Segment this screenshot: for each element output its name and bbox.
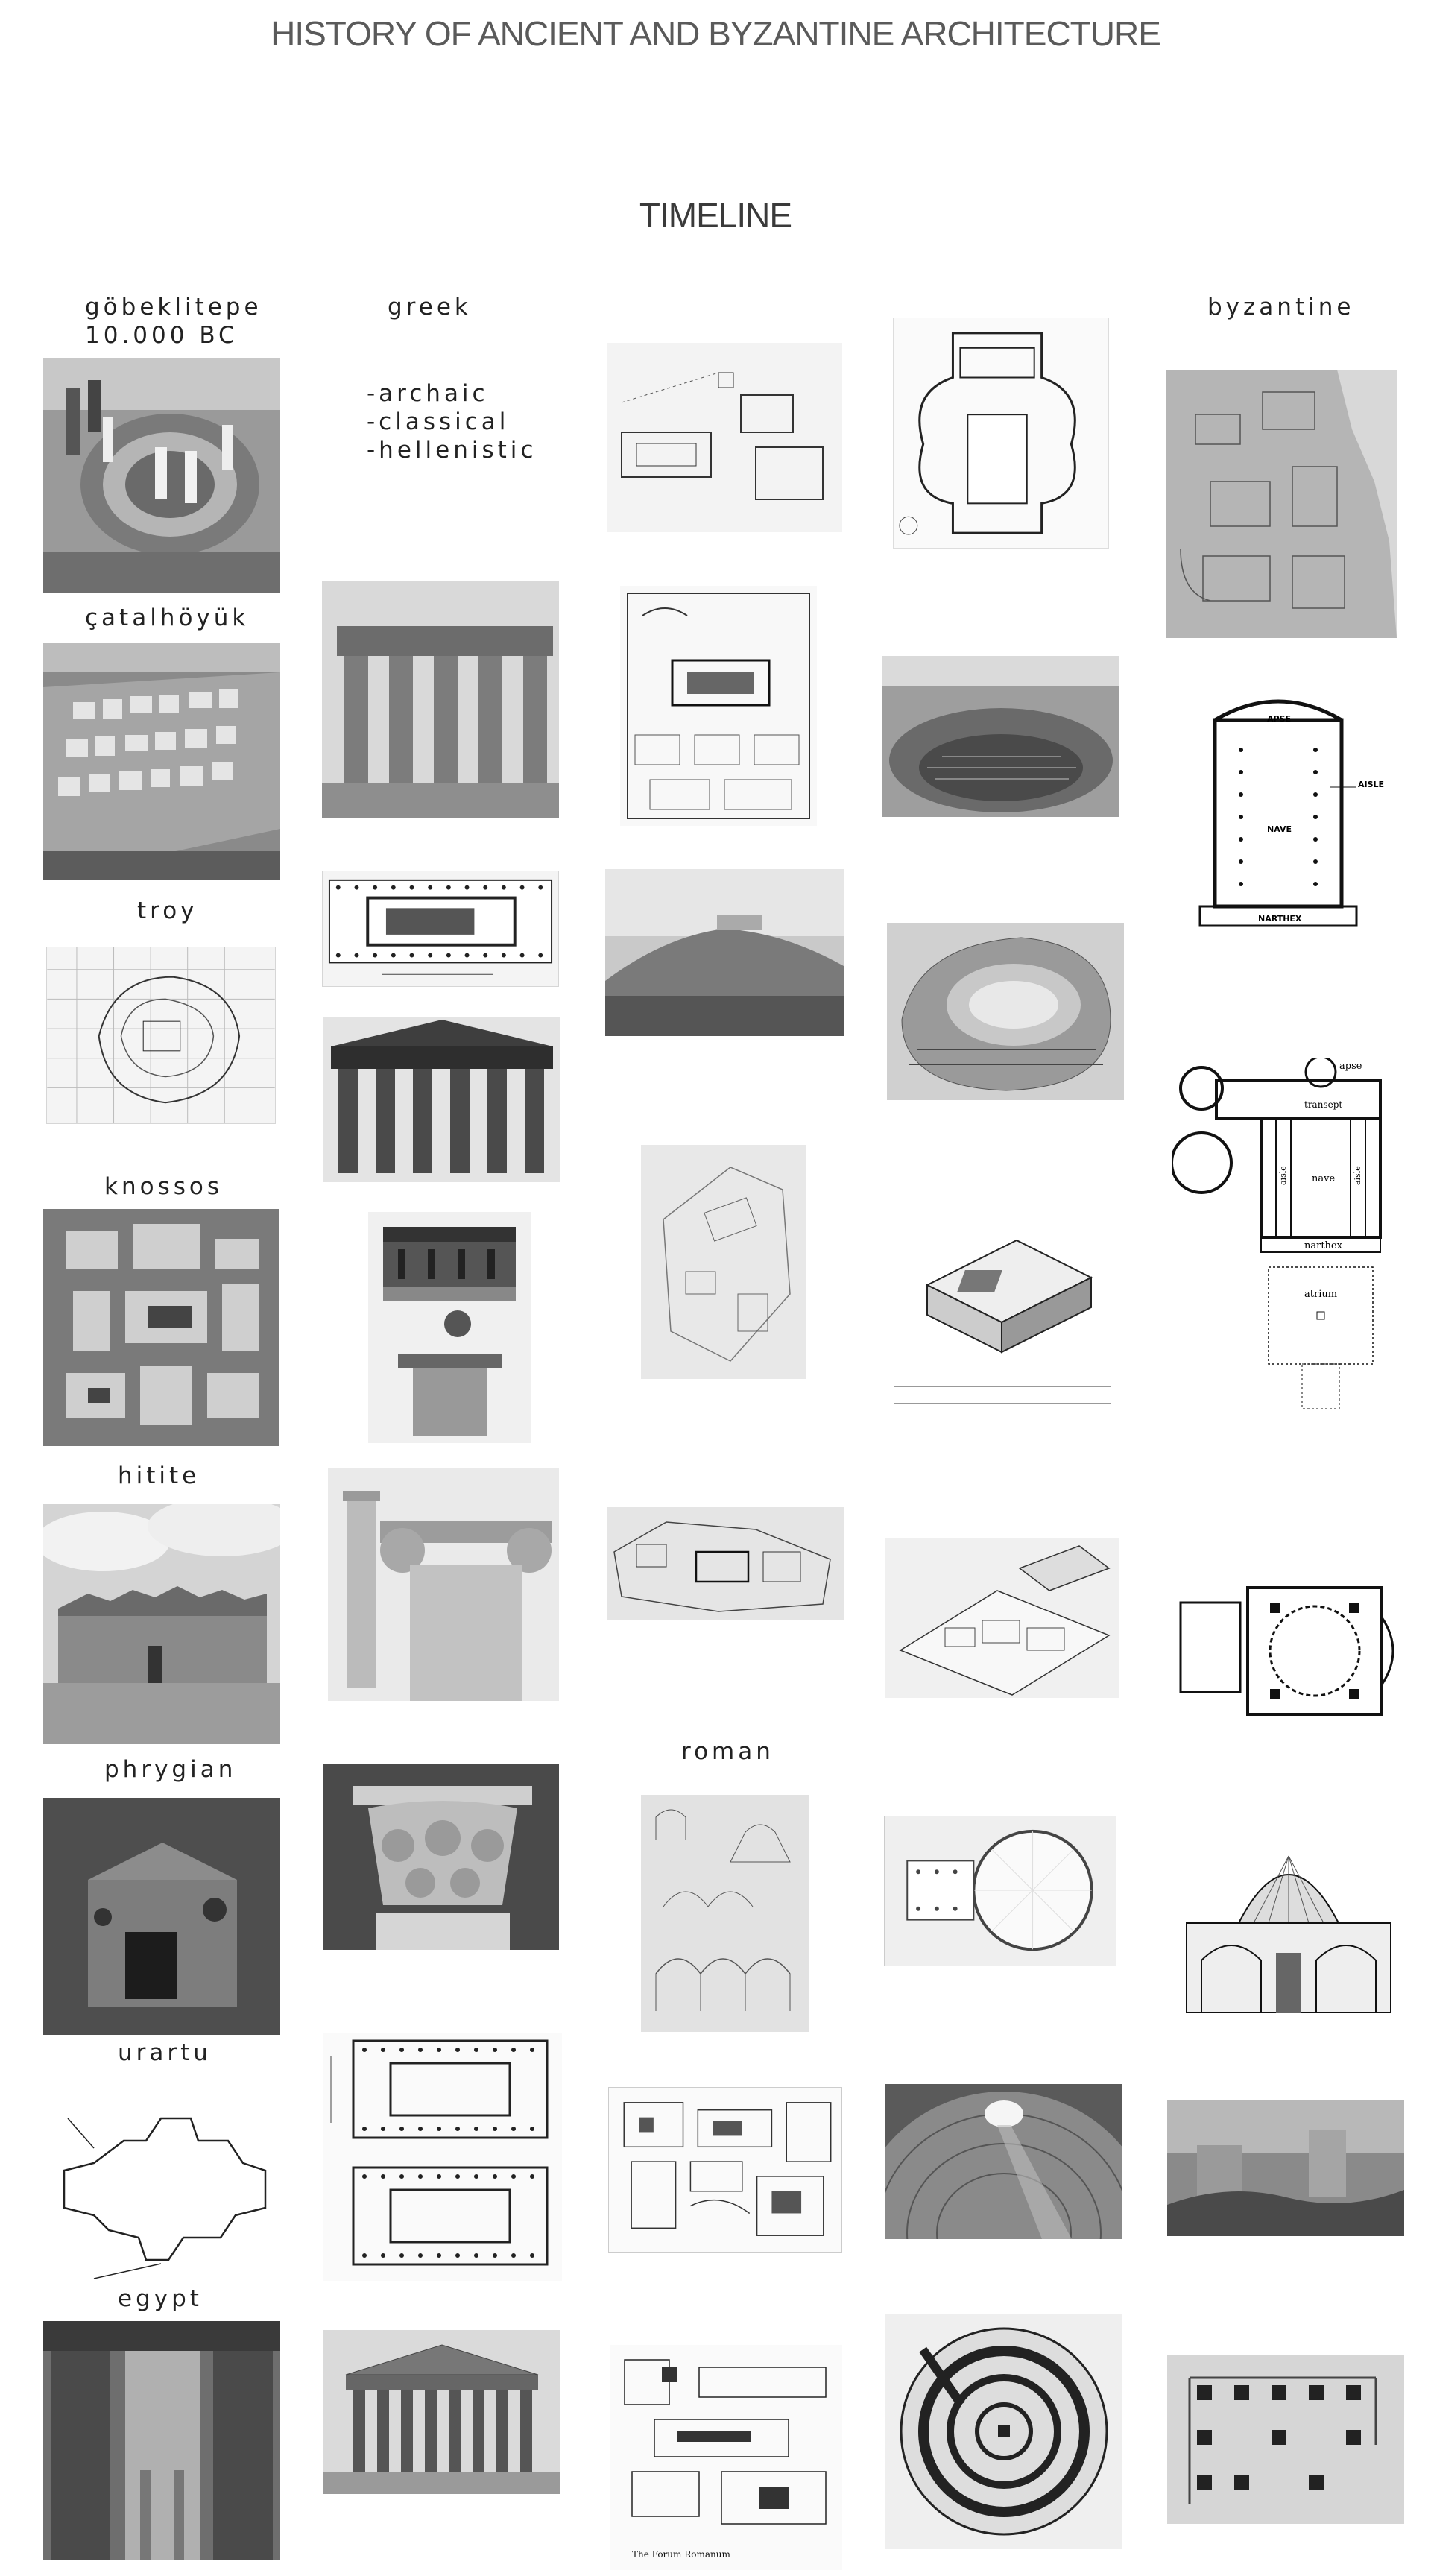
- vault-types-image: [641, 1795, 809, 2032]
- site-plan-icon: [607, 1507, 844, 1620]
- pantheon-plan-icon: [885, 1816, 1116, 1966]
- narthex-label-lower: narthex: [1304, 1240, 1342, 1251]
- urartu-image: [49, 2096, 277, 2284]
- label-archaic: -archaic: [367, 380, 489, 407]
- label-hitite: hitite: [118, 1462, 200, 1489]
- sanctuary-site-plan-icon: [607, 343, 842, 532]
- aisle-label-left: aisle: [1278, 1166, 1288, 1185]
- pantheon-dome-photo-icon: [885, 2084, 1122, 2239]
- troy-plan-icon: [47, 947, 275, 1123]
- sanctuary-site-image: [607, 343, 842, 532]
- temple-plan-icon: [323, 871, 558, 986]
- ionic-column-image: [328, 1468, 559, 1701]
- ionic-column-photo-icon: [328, 1468, 559, 1701]
- hagia-sophia-section-image: [1172, 1841, 1406, 2026]
- old-st-peters-plan-image: [1172, 1058, 1409, 1431]
- roman-house-axonometric-icon: [897, 1210, 1105, 1371]
- pantheon-plan-image: [884, 1816, 1116, 1966]
- troy-image: [46, 947, 276, 1124]
- phrygian-rock-facade-photo-icon: [43, 1798, 280, 2035]
- page-title: HISTORY OF ANCIENT AND BYZANTINE ARCHITECTURE: [271, 14, 1160, 53]
- roman-house-image: [897, 1210, 1105, 1371]
- temple-plan-image: [322, 871, 559, 987]
- hagia-sophia-section-icon: [1172, 1841, 1406, 2026]
- palace-complex-image: [885, 1538, 1119, 1698]
- roman-house-caption-lines: [894, 1386, 1111, 1408]
- knossos-photo-icon: [43, 1209, 279, 1446]
- label-hellenistic: -hellenistic: [367, 437, 537, 464]
- forum-plan-image: [893, 318, 1109, 549]
- egypt-image: [43, 2321, 280, 2560]
- egypt-columns-photo-icon: [43, 2321, 280, 2560]
- doric-temple-image: [323, 1017, 560, 1182]
- corinthian-capital-photo-icon: [323, 1764, 559, 1950]
- byzantine-city-map-icon: [1166, 370, 1397, 638]
- colosseum-interior-photo-icon: [882, 656, 1119, 817]
- vault-types-drawing-icon: [641, 1795, 809, 2032]
- label-troy: troy: [137, 897, 198, 924]
- forum-romanum-image: [610, 2345, 842, 2570]
- label-phrygian: phrygian: [104, 1756, 237, 1783]
- timeline-heading: TIMELINE: [639, 196, 792, 235]
- label-knossos: knossos: [104, 1173, 223, 1200]
- doric-order-image: [368, 1212, 531, 1443]
- agora-plan-icon: [620, 586, 817, 826]
- atrium-label: atrium: [1304, 1289, 1338, 1300]
- label-byzantine: byzantine: [1207, 294, 1355, 321]
- label-egypt: egypt: [118, 2285, 203, 2312]
- colosseum-model-icon: [887, 923, 1124, 1100]
- catalhoyuk-image: [43, 643, 280, 880]
- pantheon-dome-image: [885, 2084, 1122, 2239]
- acropolis-drawing-image: [641, 1145, 806, 1379]
- hitite-wall-photo-icon: [43, 1504, 280, 1744]
- centralized-church-plan-icon: [1173, 1573, 1406, 1744]
- basilica-plan-icon: [1170, 690, 1386, 942]
- hitite-image: [43, 1504, 280, 1744]
- urartu-plan-icon: [49, 2096, 277, 2284]
- aisle-label: AISLE: [1358, 780, 1385, 789]
- byzantine-walls-photo-icon: [1167, 2100, 1404, 2236]
- catalhoyuk-photo-icon: [43, 643, 280, 880]
- old-st-peters-plan-icon: [1172, 1058, 1409, 1431]
- site-plan-image: [607, 1507, 844, 1620]
- label-gobeklitepe-date: 10.000 BC: [85, 322, 238, 349]
- palace-complex-axonometric-icon: [885, 1538, 1119, 1698]
- acropolis-image: [605, 869, 844, 1036]
- basilica-plan-image: [1170, 690, 1386, 942]
- byzantine-city-map-image: [1166, 370, 1397, 638]
- label-gobeklitepe: göbeklitepe: [85, 294, 262, 321]
- transept-label: transept: [1304, 1099, 1343, 1110]
- colosseum-interior-image: [882, 656, 1119, 817]
- byzantine-ruin-plan-icon: [1167, 2355, 1404, 2524]
- pantheon-facade-image: [323, 2330, 560, 2494]
- temple-ruin-photo-icon: [322, 581, 559, 818]
- pantheon-facade-photo-icon: [323, 2330, 560, 2494]
- agora-plan-image: [620, 586, 817, 826]
- corinthian-capital-image: [323, 1764, 559, 1950]
- dipteral-temple-plans-icon: [323, 2033, 562, 2281]
- byzantine-walls-image: [1167, 2100, 1404, 2236]
- label-greek: greek: [388, 294, 472, 321]
- label-classical: -classical: [367, 408, 510, 435]
- narthex-label: NARTHEX: [1258, 914, 1302, 924]
- acropolis-drawing-icon: [641, 1145, 806, 1379]
- nave-label-lower: nave: [1312, 1173, 1336, 1184]
- roman-city-plan-image: [608, 2087, 842, 2253]
- mausoleum-plan-image: [885, 2314, 1122, 2549]
- label-urartu: urartu: [118, 2039, 212, 2066]
- doric-temple-photo-icon: [323, 1017, 560, 1182]
- doric-order-drawing-icon: [368, 1212, 531, 1443]
- byzantine-ruin-plan-image: [1167, 2355, 1404, 2524]
- forum-romanum-caption: The Forum Romanum: [632, 2549, 730, 2560]
- label-catalhoyuk: çatalhöyük: [85, 604, 250, 631]
- forum-plan-icon: [894, 318, 1108, 548]
- dipteral-temple-image: [323, 2033, 562, 2281]
- knossos-image: [43, 1209, 279, 1446]
- gobeklitepe-photo-icon: [43, 358, 280, 593]
- aisle-label-right: aisle: [1353, 1166, 1362, 1185]
- colosseum-model-image: [887, 923, 1124, 1100]
- forum-romanum-plan-icon: [610, 2345, 842, 2570]
- centralized-church-plan-image: [1173, 1573, 1406, 1744]
- mausoleum-plan-icon: [885, 2314, 1122, 2549]
- phrygian-image: [43, 1798, 280, 2035]
- gobeklitepe-image: [43, 358, 280, 593]
- acropolis-photo-icon: [605, 869, 844, 1036]
- apse-label-lower: apse: [1339, 1061, 1362, 1072]
- apse-label: APSE: [1267, 714, 1292, 724]
- temple-ruin-image: [322, 581, 559, 818]
- roman-city-plan-icon: [609, 2088, 841, 2252]
- nave-label: NAVE: [1267, 824, 1292, 834]
- label-roman: roman: [681, 1738, 774, 1765]
